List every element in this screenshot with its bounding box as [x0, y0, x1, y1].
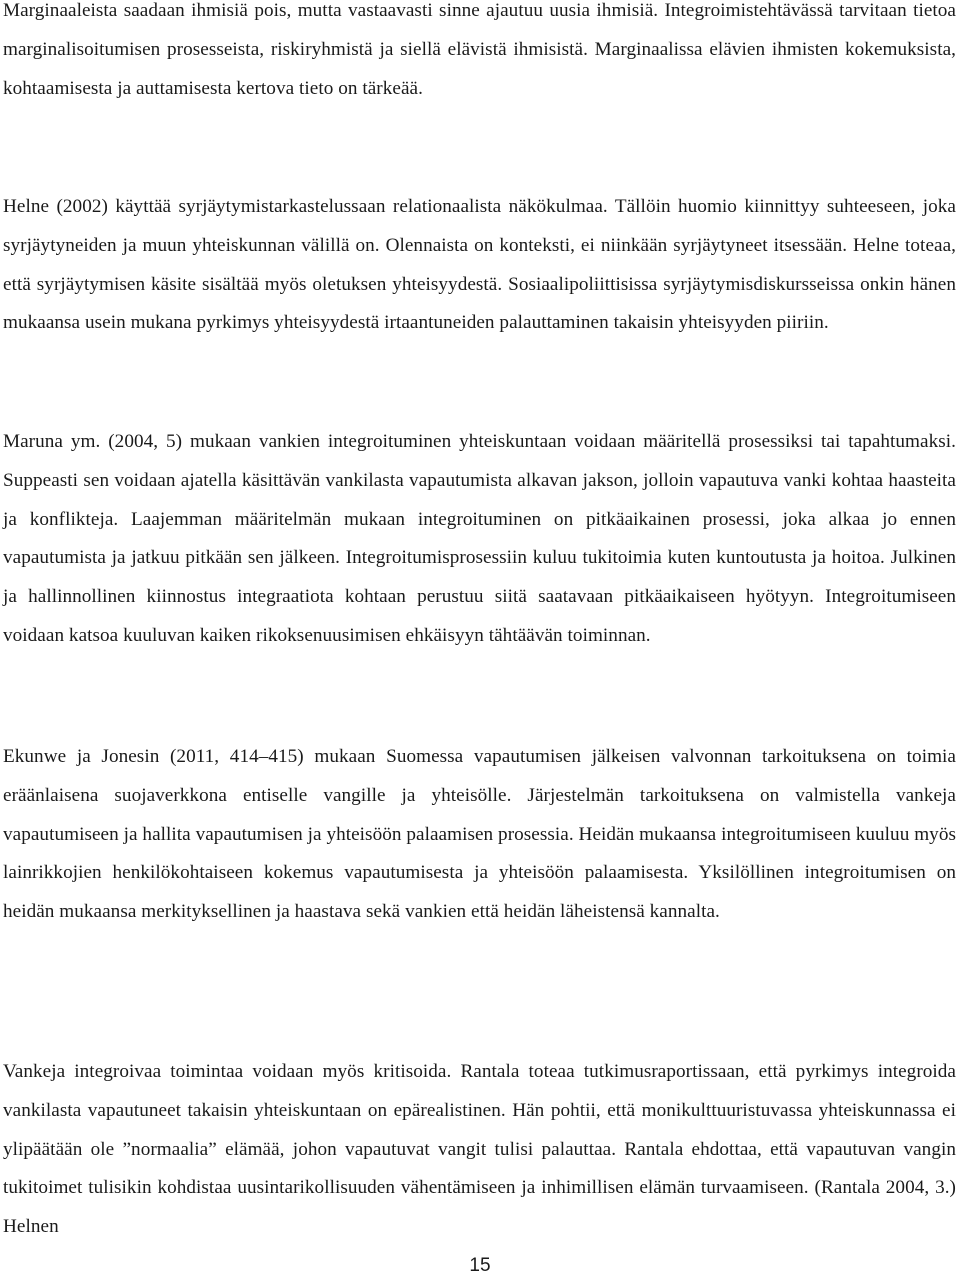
- page-number: 15: [469, 1255, 491, 1276]
- paragraph-marginalization: Marginaaleista saadaan ihmisiä pois, mutta vastaavasti sinne ajautuu uusia ihmisiä. Integroimistehtävässä tarvitaan tietoa marginalisoitumisen prosesseista, riskiryhmistä ja siellä elävistä ihmisistä. Marginaalissa elävien ihmisten kokemuksista, kohtaamisesta ja auttamisesta kertova tieto on tärkeää.: [3, 0, 956, 99]
- paragraph-helne-relational-view: Helne (2002) käyttää syrjäytymistarkastelussaan relationaalista näkökulmaa. Tällöin huomio kiinnittyy suhteeseen, joka syrjäytyneiden ja muun yhteiskunnan välillä on. Olennaista on konteksti, ei niinkään syrjäytyneet itsessään. Helne toteaa, että syrjäytymisen käsite sisältää myös oletuksen yhteisyydestä. Sosiaalipoliittisissa syrjäytymisdiskursseissa onkin hänen mukaansa usein mukana pyrkimys yhteisyydestä irtaantuneiden palauttaminen takaisin yhteisyyden piiriin.: [3, 196, 956, 334]
- paragraph-ekunwe-jones-supervision: Ekunwe ja Jonesin (2011, 414–415) mukaan Suomessa vapautumisen jälkeisen valvonnan tarkoituksena on toimia eräänlaisena suojaverkkona entiselle vangille ja yhteisölle. Järjestelmän tarkoituksena on valmistella vankeja vapautumiseen ja hallita vapautumisen ja yhteisöön palaamisen prosessia. Heidän mukaansa integroitumiseen kuuluu myös lainrikkojien henkilökohtaiseen kokemus vapautumisesta ja yhteisöön palaamisesta. Yksilöllinen integroitumisen on heidän mukaansa merkityksellinen ja haastava sekä vankien että heidän läheistensä kannalta.: [3, 746, 956, 923]
- paragraph-maruna-integration: Maruna ym. (2004, 5) mukaan vankien integroituminen yhteiskuntaan voidaan määritellä prosessiksi tai tapahtumaksi. Suppeasti sen voidaan ajatella käsittävän vankilasta vapautumista alkavan jakson, jolloin vapautuva vanki kohtaa haasteita ja konflikteja. Laajemman määritelmän mukaan integroituminen on pitkäaikainen prosessi, joka alkaa jo ennen vapautumista ja jatkuu pitkään sen jälkeen. Integroitumisprosessiin kuluu tukitoimia kuten kuntoutusta ja hoitoa. Julkinen ja hallinnollinen kiinnostus integraatiota kohtaan perustuu siitä saatavaan pitkäaikaiseen hyötyyn. Integroitumiseen voidaan katsoa kuuluvan kaiken rikoksenuusimisen ehkäisyyn tähtäävän toiminnan.: [3, 431, 956, 646]
- paragraph-rantala-critique: Vankeja integroivaa toimintaa voidaan myös kritisoida. Rantala toteaa tutkimusraportissaan, että pyrkimys integroida vankilasta vapautuneet takaisin yhteiskuntaan on epärealistinen. Hän pohtii, että monikulttuuristuvassa yhteiskunnassa ei ylipäätään ole ”normaalia” elämää, johon vapautuvat vangit tulisi palauttaa. Rantala ehdottaa, että vapautuvan vangin tukitoimet tulisikin kohdistaa uusintarikollisuuden vähentämiseen ja inhimillisen elämän turvaamiseen. (Rantala 2004, 3.) Helnen: [3, 1061, 956, 1238]
